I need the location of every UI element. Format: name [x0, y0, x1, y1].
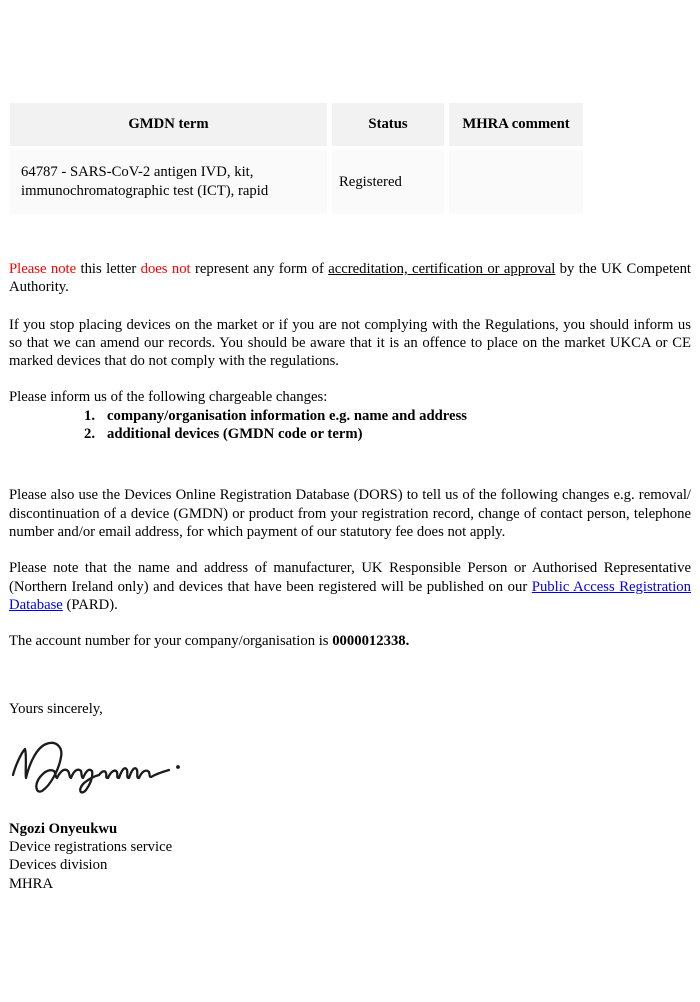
signature-block: [9, 820, 691, 893]
letter-body: [0, 260, 700, 893]
paragraph-dors: Please also use the Devices Online Registration Database (DORS) to tell us of the following changes e.g. removal/ discontinuation of a device (GMDN) or product from your registration record, change of contact person, telephone number and/or email address, for which payment of our statutory fee does not apply.: [9, 487, 691, 540]
table-row: [10, 150, 583, 214]
signatory-service: Device registrations service: [9, 839, 173, 856]
account-text: The account number for your company/organisation is: [9, 633, 333, 650]
cell-mhra-comment: [449, 150, 583, 214]
red-text-does-not: does not: [140, 261, 191, 277]
pard-text-2: (PARD).: [62, 596, 118, 613]
account-number: 0000012338.: [332, 633, 410, 650]
paragraph-chargeable-changes-intro: Please inform us of the following chargeable changes:: [9, 389, 328, 406]
disclaimer-text-3: by the UK Competent Authority.: [9, 261, 691, 296]
signatory-name: Ngozi Onyeukwu: [9, 820, 118, 837]
col-header-mhra-comment: MHRA comment: [449, 103, 583, 146]
paragraph-stop-placing-devices: If you stop placing devices on the market or if you are not complying with the Regulations, you should inform us so that we can amend our records. You should be aware that it is an offence to place on the market UKCA or CE marked devices that do not comply with the regulations.: [9, 316, 691, 370]
list-item-text: additional devices (GMDN code or term): [107, 426, 363, 443]
table-header-row: [10, 103, 583, 146]
list-item-text: company/organisation information e.g. name and address: [107, 407, 468, 424]
list-item-number: 1.: [84, 407, 96, 424]
signatory-division: Devices division: [9, 857, 108, 874]
closing-salutation: Yours sincerely,: [9, 701, 103, 718]
list-item: [9, 407, 691, 425]
cell-status: Registered: [332, 150, 444, 214]
paragraph-pard: [9, 559, 691, 614]
col-header-status: Status: [332, 103, 444, 146]
chargeable-changes-list: [9, 407, 691, 444]
pard-text-1: Please note that the name and address of manufacturer, UK Responsible Person or Authorised Representative (Northern Ireland only) and devices that have been registered will be published on our: [9, 560, 691, 595]
signatory-organisation: MHRA: [9, 875, 54, 892]
list-item: [9, 425, 691, 443]
paragraph-account-number: [9, 632, 691, 650]
disclaimer-text-1: this letter: [76, 261, 141, 277]
disclaimer-text-2: represent any form of: [190, 261, 329, 277]
list-item-number: 2.: [84, 426, 96, 443]
handwritten-signature-image: [9, 735, 691, 797]
paragraph-disclaimer: [9, 260, 691, 297]
underlined-accreditation-text: accreditation, certification or approval: [328, 261, 556, 277]
pard-link[interactable]: Public Access Registration Database: [9, 578, 691, 613]
device-registration-table: [5, 99, 588, 218]
col-header-gmdn-term: GMDN term: [10, 103, 327, 146]
cell-gmdn-term: 64787 - SARS-CoV-2 antigen IVD, kit, immunochromatographic test (ICT), rapid: [10, 150, 327, 214]
red-text-please-note: Please note: [9, 261, 77, 277]
